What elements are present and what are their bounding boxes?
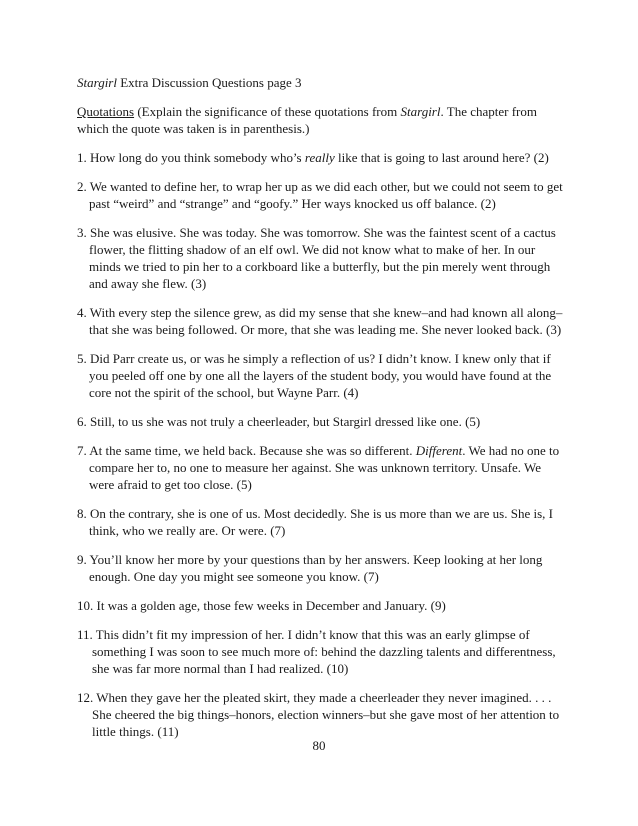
question-number: 5. xyxy=(77,351,90,366)
page-header xyxy=(77,74,567,91)
question-item xyxy=(77,149,567,166)
question-number: 2. xyxy=(77,179,90,194)
header-book-title: Stargirl xyxy=(77,75,117,90)
question-text: This didn’t fit my impression of her. I didn’t know that this was an early glimpse of something I was soon to see much more of: behind the dazzling talents and differentness, she was far more normal than I had realized. (10) xyxy=(92,627,556,676)
document-page xyxy=(77,74,567,752)
question-item xyxy=(77,626,567,677)
question-number: 7. xyxy=(77,443,90,458)
intro-text-after: . The chapter from which the quote was taken is in parenthesis.) xyxy=(77,104,537,136)
question-text: With every step the silence grew, as did my sense that she knew–and had known all along–that she was being followed. Or more, that she was leading me. She never looked back. (3) xyxy=(89,305,563,337)
question-number: 8. xyxy=(77,506,90,521)
question-item xyxy=(77,597,567,614)
question-number: 9. xyxy=(77,552,90,567)
question-item xyxy=(77,442,567,493)
question-number: 11. xyxy=(77,627,96,642)
question-item xyxy=(77,505,567,539)
question-number: 3. xyxy=(77,225,90,240)
question-text: We wanted to define her, to wrap her up as we did each other, but we could not seem to get past “weird” and “strange” and “goofy.” Her ways knocked us off balance. (2) xyxy=(89,179,563,211)
question-item xyxy=(77,178,567,212)
question-text: When they gave her the pleated skirt, they made a cheerleader they never imagined. . . . She cheered the big things–honors, election winners–but she gave most of her attention to little things. (11) xyxy=(92,690,560,739)
question-item xyxy=(77,350,567,401)
question-text: Still, to us she was not truly a cheerleader, but Stargirl dressed like one. (5) xyxy=(90,414,481,429)
question-item xyxy=(77,413,567,430)
question-text: Did Parr create us, or was he simply a reflection of us? I didn’t know. I knew only that if you peeled off one by one all the layers of the student body, you would have found at the core not the spirit of the school, but Wayne Parr. (4) xyxy=(89,351,552,400)
question-number: 1. xyxy=(77,150,90,165)
question-number: 4. xyxy=(77,305,90,320)
question-emphasis: really xyxy=(304,150,335,165)
question-item xyxy=(77,304,567,338)
question-text: She was elusive. She was today. She was tomorrow. She was the faintest scent of a cactus flower, the flitting shadow of an elf owl. We did not know what to make of her. In our minds we tried to pin her to a corkboard like a butterfly, but the pin merely went through and away she flew. (3) xyxy=(89,225,556,291)
question-emphasis: Different xyxy=(415,443,463,458)
question-text: You’ll know her more by your questions than by her answers. Keep looking at her long enough. One day you might see someone you know. (7) xyxy=(89,552,543,584)
intro-book-title: Stargirl xyxy=(400,104,441,119)
question-item xyxy=(77,224,567,292)
quotations-label: Quotations xyxy=(77,104,135,119)
question-number: 6. xyxy=(77,414,90,429)
question-item xyxy=(77,551,567,585)
question-item xyxy=(77,689,567,740)
question-text: At the same time, we held back. Because she was so different. xyxy=(89,443,416,458)
question-text: On the contrary, she is one of us. Most decidedly. She is us more than we are us. She is, I think, who we really are. Or were. (7) xyxy=(89,506,553,538)
instructions-paragraph xyxy=(77,103,567,137)
question-number: 12. xyxy=(77,690,97,705)
question-number: 10. xyxy=(77,598,97,613)
header-title-rest: Extra Discussion Questions page 3 xyxy=(116,75,302,90)
intro-text-before: (Explain the significance of these quotations from xyxy=(134,104,401,119)
page-number: 80 xyxy=(312,738,326,753)
question-text: It was a golden age, those few weeks in December and January. (9) xyxy=(96,598,446,613)
question-text: How long do you think somebody who’s xyxy=(90,150,305,165)
question-text: like that is going to last around here? (2) xyxy=(334,150,549,165)
question-text: . We had no one to compare her to, no one to measure her against. She was unknown territory. Unsafe. We were afraid to get too close. (5) xyxy=(89,443,560,492)
